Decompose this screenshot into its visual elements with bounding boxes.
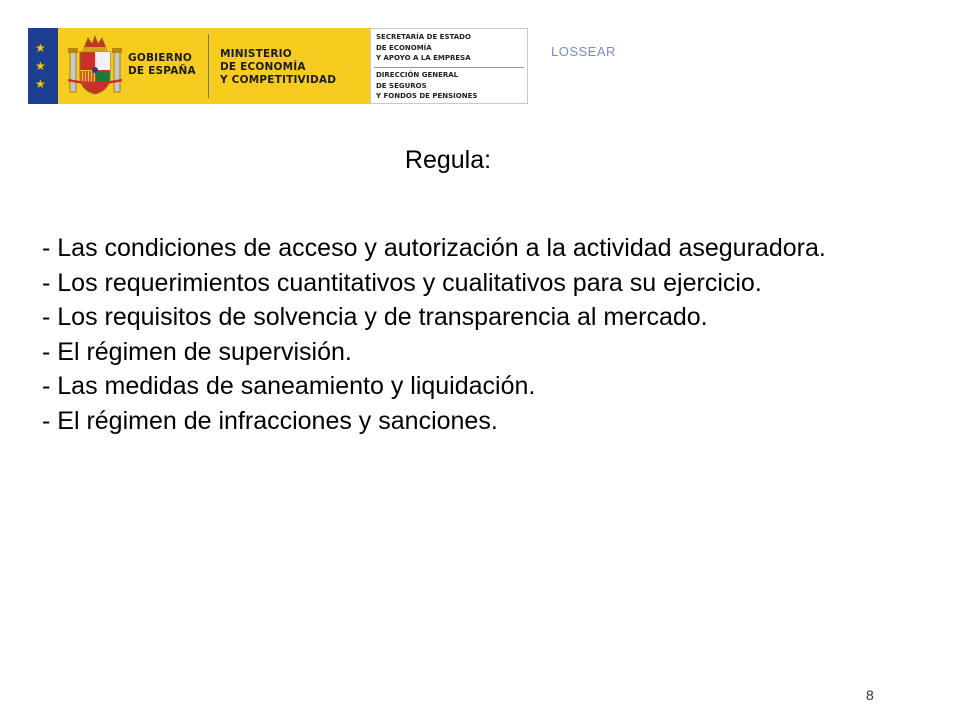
list-item: - Las medidas de saneamiento y liquidación. — [42, 372, 536, 400]
list-item: - El régimen de infracciones y sanciones. — [42, 406, 498, 435]
list-item: - Las condiciones de acceso y autorización a la actividad aseguradora. — [42, 234, 826, 262]
logo-divider — [208, 34, 209, 98]
page-number: 8 — [866, 687, 874, 703]
eu-star-icon: ★ — [35, 41, 46, 55]
list-item: - El régimen de supervisión. — [42, 337, 352, 366]
secretariat-name: SECRETARÍA DE ESTADO DE ECONOMÍA Y APOYO A LA EMPRESA — [376, 33, 471, 62]
ministry-name: MINISTERIO DE ECONOMÍA Y COMPETITIVIDAD — [220, 48, 337, 86]
department-box — [370, 28, 528, 104]
list-item: - Los requerimientos cuantitativos y cualitativos para su ejercicio. — [42, 268, 762, 297]
list-item: - Los requisitos de solvencia y de transparencia al mercado. — [42, 303, 708, 331]
department-divider — [374, 67, 524, 68]
regulation-list — [42, 231, 922, 438]
eu-flag — [28, 28, 58, 104]
document-tag: LOSSEAR — [551, 44, 616, 59]
eu-star-icon: ★ — [35, 77, 46, 91]
government-name: GOBIERNO DE ESPAÑA — [128, 52, 196, 77]
slide-heading: Regula: — [404, 146, 492, 174]
government-logo — [58, 28, 528, 104]
coat-of-arms-icon — [68, 34, 122, 98]
eu-star-icon: ★ — [35, 59, 46, 73]
directorate-name: DIRECCIÓN GENERAL DE SEGUROS Y FONDOS DE PENSIONES — [376, 71, 478, 100]
